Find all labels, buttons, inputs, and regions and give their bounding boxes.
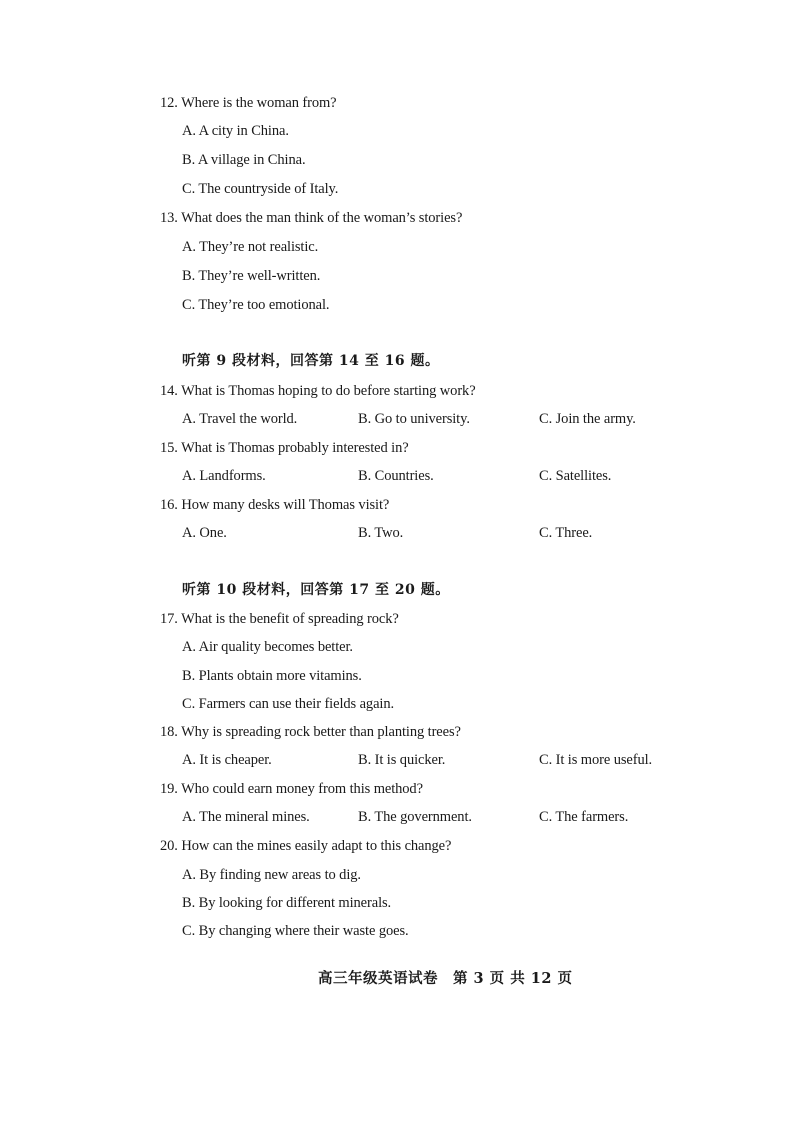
question-20-option-b: B. By looking for different minerals.: [182, 895, 392, 911]
question-19-stem: 19. Who could earn money from this method?: [160, 781, 423, 797]
question-15-option-b: B. Countries.: [358, 468, 434, 484]
question-18-option-a: A. It is cheaper.: [182, 752, 272, 768]
question-19-option-a: A. The mineral mines.: [182, 809, 310, 825]
question-19-option-b: B. The government.: [358, 809, 472, 825]
question-19-option-c: C. The farmers.: [539, 809, 629, 825]
question-20-option-c: C. By changing where their waste goes.: [182, 923, 409, 939]
question-15-stem: 15. What is Thomas probably interested in?: [160, 440, 409, 456]
question-14-stem: 14. What is Thomas hoping to do before starting work?: [160, 383, 476, 399]
question-15-option-c: C. Satellites.: [539, 468, 612, 484]
question-20-option-a: A. By finding new areas to dig.: [182, 867, 361, 883]
question-14-option-b: B. Go to university.: [358, 411, 470, 427]
section-heading-9: 听第 9 段材料，回答第 14 至 16 题。: [182, 353, 440, 369]
question-13-option-b: B. They’re well-written.: [182, 268, 321, 284]
question-12-option-c: C. The countryside of Italy.: [182, 181, 339, 197]
page-footer: 高三年级英语试卷 第 3 页 共 12 页: [318, 970, 573, 987]
question-13-option-c: C. They’re too emotional.: [182, 297, 330, 313]
question-12-stem: 12. Where is the woman from?: [160, 95, 337, 111]
question-18-option-b: B. It is quicker.: [358, 752, 446, 768]
question-17-stem: 17. What is the benefit of spreading rock?: [160, 611, 399, 627]
question-17-option-b: B. Plants obtain more vitamins.: [182, 668, 362, 684]
section-heading-10: 听第 10 段材料，回答第 17 至 20 题。: [182, 582, 450, 598]
question-16-option-c: C. Three.: [539, 525, 593, 541]
question-15-option-a: A. Landforms.: [182, 468, 266, 484]
question-17-option-c: C. Farmers can use their fields again.: [182, 696, 395, 712]
question-16-option-b: B. Two.: [358, 525, 404, 541]
question-18-stem: 18. Why is spreading rock better than planting trees?: [160, 724, 461, 740]
question-14-option-a: A. Travel the world.: [182, 411, 298, 427]
question-14-option-c: C. Join the army.: [539, 411, 636, 427]
question-20-stem: 20. How can the mines easily adapt to this change?: [160, 838, 452, 854]
question-18-option-c: C. It is more useful.: [539, 752, 653, 768]
question-17-option-a: A. Air quality becomes better.: [182, 639, 353, 655]
question-13-option-a: A. They’re not realistic.: [182, 239, 319, 255]
question-16-stem: 16. How many desks will Thomas visit?: [160, 497, 390, 513]
question-12-option-a: A. A city in China.: [182, 123, 289, 139]
question-12-option-b: B. A village in China.: [182, 152, 306, 168]
question-16-option-a: A. One.: [182, 525, 227, 541]
question-13-stem: 13. What does the man think of the woman’s stories?: [160, 210, 463, 226]
